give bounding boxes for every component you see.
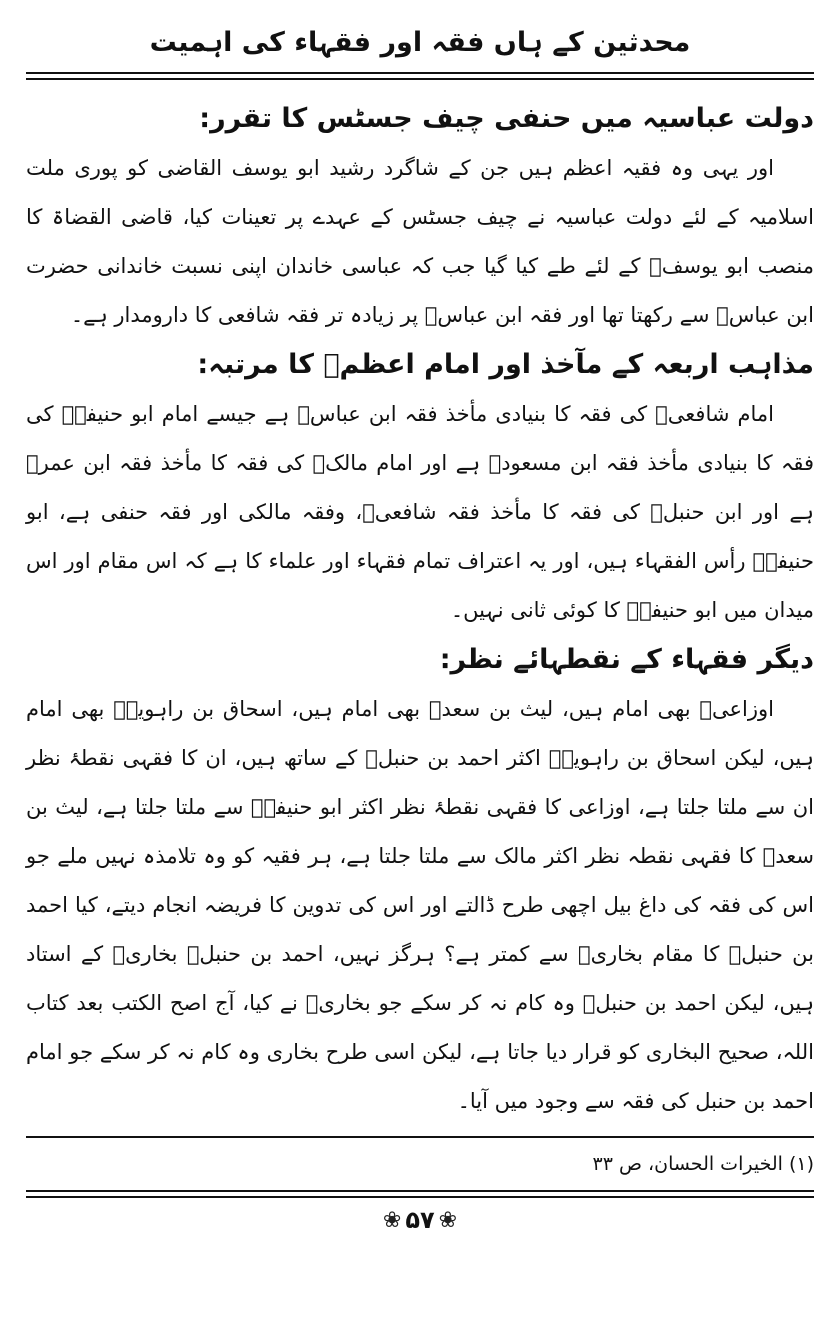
section-four-schools (26, 340, 814, 635)
section-paragraph: اوزاعیؒ بھی امام ہیں، لیث بن سعدؒ بھی امام ہیں، اسحاق بن راہویہؒ بھی امام ہیں، لیکن اسحاق بن راہویہؒ اکثر احمد بن حنبلؒ کے ساتھ ہیں، ان کا فقہی نقطۂ نظر ان سے ملتا جلتا ہے، اوزاعی کا فقہی نقطۂ نظر اکثر ابو حنیفہؒ سے ملتا جلتا ہے، لیث بن سعدؒ کا فقہی نقطہ نظر اکثر مالک سے ملتا جلتا ہے، ہر فقیہ کو وہ تلامذہ نہیں ملے جو اس کی فقہ کی داغ بیل اچھی طرح ڈالتے اور اس کی تدوین کا فریضہ انجام دیتے، کیا احمد بن حنبلؒ کا مقام بخاریؒ سے کمتر ہے؟ ہرگز نہیں، احمد بن حنبلؒ بخاریؒ کے استاد ہیں، لیکن احمد بن حنبلؒ وہ کام نہ کر سکے جو بخاریؒ نے کیا، آج اصح الکتب بعد کتاب اللہ، صحیح البخاری کو قرار دیا جاتا ہے، لیکن اسی طرح بخاری وہ کام نہ کر سکے جو امام احمد بن حنبل کی فقہ سے وجود میں آیا۔ (26, 697, 814, 1113)
section-other-jurists (26, 635, 814, 1126)
section-chief-justice (26, 94, 814, 340)
footer-double-rule (26, 1190, 814, 1198)
flower-ornament-icon: ❀ (438, 1207, 458, 1233)
footnote: (۱) الخیرات الحسان، ص ۳۳ (592, 1153, 814, 1175)
section-heading: دولت عباسیہ میں حنفی چیف جسٹس کا تقرر: (199, 103, 814, 134)
section-heading: مذاہب اربعہ کے مآخذ اور امام اعظمؒ کا مرتبہ: (197, 349, 814, 380)
running-header: محدثین کے ہاں فقہ اور فقہاء کی اہمیت (149, 27, 691, 58)
section-paragraph: اور یہی وہ فقیہ اعظم ہیں جن کے شاگرد رشید ابو یوسف القاضی کو پوری ملت اسلامیہ کے لئے دولت عباسیہ نے چیف جسٹس کے عہدے پر تعینات کیا، قاضی القضاۃ کا منصب ابو یوسفؒ کے لئے طے کیا گیا جب کہ عباسی خاندان اپنی نسبت خاندانی حضرت ابن عباسؓ سے رکھتا تھا اور فقہ ابن عباسؓ پر زیادہ تر فقہ شافعی کا دارومدار ہے۔ (26, 156, 814, 327)
footnote-rule (26, 1136, 814, 1138)
header-double-rule (26, 72, 814, 80)
page-number: ۵۷ (405, 1206, 435, 1234)
page-number-block (26, 1206, 814, 1234)
section-paragraph: امام شافعیؒ کی فقہ کا بنیادی مأخذ فقہ ابن عباسؓ ہے جیسے امام ابو حنیفہؒ کی فقہ کا بنیادی مأخذ فقہ ابن مسعودؓ ہے اور امام مالکؒ کی فقہ کا مأخذ فقہ ابن عمرؓ ہے اور ابن حنبلؒ کی فقہ کا مأخذ فقہ شافعیؒ، وفقہ مالکی اور فقہ حنفی ہے، ابو حنیفہؒ رأس الفقہاء ہیں، اور یہ اعتراف تمام فقہاء اور علماء کا ہے کہ اس مقام اور اس میدان میں ابو حنیفہؒ کا کوئی ثانی نہیں۔ (26, 402, 814, 622)
section-heading: دیگر فقہاء کے نقطہائے نظر: (439, 644, 814, 675)
flower-ornament-icon: ❀ (382, 1207, 402, 1233)
